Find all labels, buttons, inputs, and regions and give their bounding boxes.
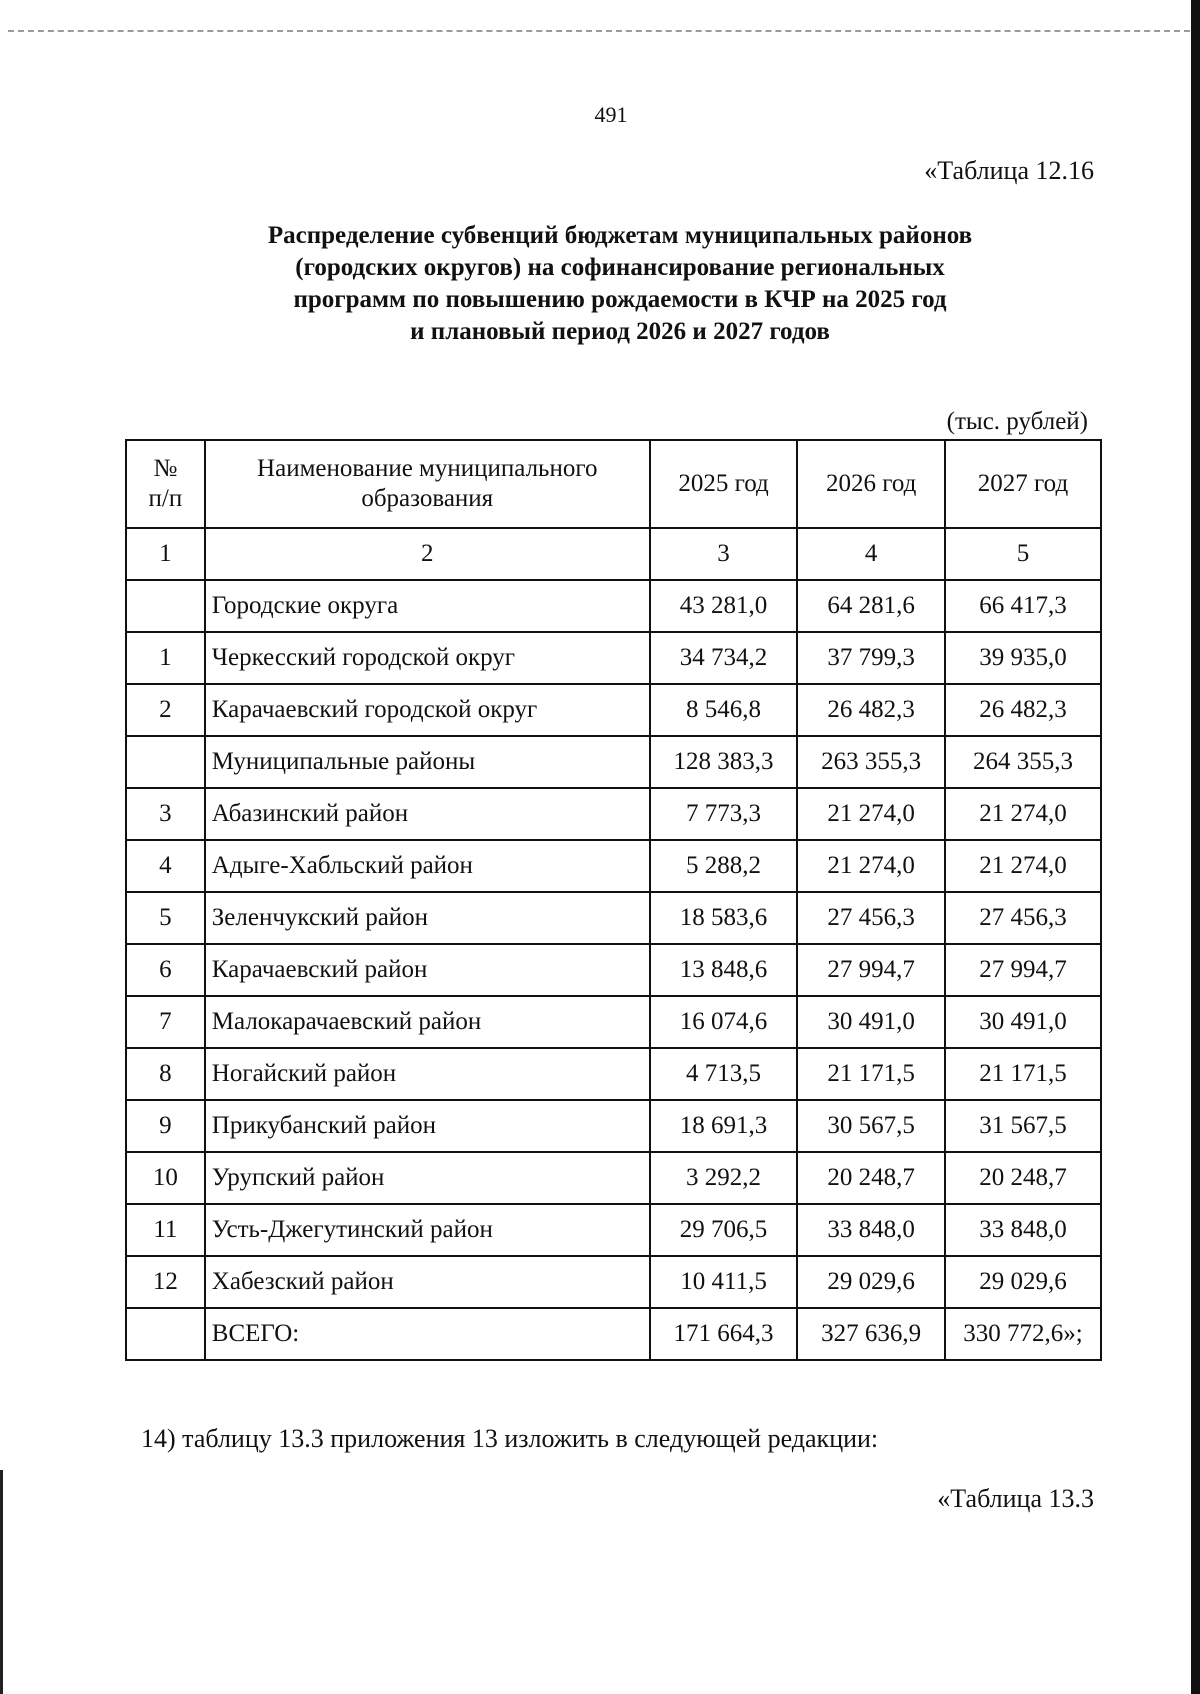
table-row [126, 580, 1101, 632]
header-num-line2: п/п [148, 485, 183, 512]
municipality-name: Карачаевский район [205, 944, 650, 996]
value-2027: 27 994,7 [945, 944, 1101, 996]
table-row [126, 1100, 1101, 1152]
title-line-3: программ по повышению рождаемости в КЧР на 2025 год [293, 286, 947, 313]
table-row [126, 1152, 1101, 1204]
value-2026: 263 355,3 [797, 736, 945, 788]
value-2027: 330 772,6»; [945, 1308, 1101, 1360]
page-number: 491 [594, 102, 628, 127]
header-name [205, 440, 650, 528]
value-2026: 327 636,9 [797, 1308, 945, 1360]
value-2026: 30 491,0 [797, 996, 945, 1048]
municipality-name: Ногайский район [205, 1048, 650, 1100]
municipality-name: Урупский район [205, 1152, 650, 1204]
header-2027: 2027 год [945, 440, 1101, 528]
value-2025: 5 288,2 [650, 840, 798, 892]
value-2026: 33 848,0 [797, 1204, 945, 1256]
table-row [126, 736, 1101, 788]
title-line-1: Распределение субвенций бюджетам муниципальных районов [267, 222, 973, 249]
municipality-name: ВСЕГО: [205, 1308, 650, 1360]
value-2027: 20 248,7 [945, 1152, 1101, 1204]
header-name-line2: образования [361, 485, 494, 512]
title-line-2: (городских округов) на софинансирование региональных [295, 254, 945, 281]
value-2027: 31 567,5 [945, 1100, 1101, 1152]
value-2025: 34 734,2 [650, 632, 798, 684]
table-reference-13-3: «Таблица 13.3 [937, 1484, 1094, 1513]
value-2025: 18 691,3 [650, 1100, 798, 1152]
value-2026: 27 456,3 [797, 892, 945, 944]
table-reference-12-16: «Таблица 12.16 [924, 156, 1094, 185]
value-2027: 29 029,6 [945, 1256, 1101, 1308]
municipality-name: Муниципальные районы [205, 736, 650, 788]
scan-right-edge [1191, 0, 1200, 1694]
table-row [126, 840, 1101, 892]
row-number [126, 1308, 205, 1360]
municipality-name: Хабезский район [205, 1256, 650, 1308]
subsidy-table [125, 439, 1102, 1361]
value-2027: 33 848,0 [945, 1204, 1101, 1256]
value-2025: 43 281,0 [650, 580, 798, 632]
municipality-name: Зеленчукский район [205, 892, 650, 944]
value-2027: 66 417,3 [945, 580, 1101, 632]
value-2025: 3 292,2 [650, 1152, 798, 1204]
value-2027: 30 491,0 [945, 996, 1101, 1048]
value-2027: 21 274,0 [945, 788, 1101, 840]
value-2026: 30 567,5 [797, 1100, 945, 1152]
municipality-name: Городские округа [205, 580, 650, 632]
header-num [126, 440, 205, 528]
value-2027: 264 355,3 [945, 736, 1101, 788]
municipality-name: Малокарачаевский район [205, 996, 650, 1048]
value-2025: 29 706,5 [650, 1204, 798, 1256]
value-2026: 21 274,0 [797, 840, 945, 892]
municipality-name: Прикубанский район [205, 1100, 650, 1152]
row-number: 5 [126, 892, 205, 944]
value-2025: 128 383,3 [650, 736, 798, 788]
table-row [126, 996, 1101, 1048]
table-row [126, 632, 1101, 684]
instruction-paragraph: 14) таблицу 13.3 приложения 13 изложить в следующей редакции: [141, 1424, 879, 1453]
row-number [126, 736, 205, 788]
value-2027: 27 456,3 [945, 892, 1101, 944]
table-row [126, 684, 1101, 736]
value-2025: 4 713,5 [650, 1048, 798, 1100]
table-header-row [126, 440, 1101, 528]
municipality-name: Черкесский городской округ [205, 632, 650, 684]
value-2025: 7 773,3 [650, 788, 798, 840]
value-2025: 18 583,6 [650, 892, 798, 944]
column-number-1: 1 [126, 528, 205, 580]
municipality-name: Усть-Джегутинский район [205, 1204, 650, 1256]
header-2026: 2026 год [797, 440, 945, 528]
value-2026: 37 799,3 [797, 632, 945, 684]
units-label: (тыс. рублей) [946, 408, 1088, 435]
column-number-2: 2 [205, 528, 650, 580]
row-number: 2 [126, 684, 205, 736]
value-2027: 26 482,3 [945, 684, 1101, 736]
municipality-name: Карачаевский городской округ [205, 684, 650, 736]
document-title [140, 220, 1100, 348]
row-number: 7 [126, 996, 205, 1048]
row-number: 11 [126, 1204, 205, 1256]
value-2026: 20 248,7 [797, 1152, 945, 1204]
table-row [126, 1204, 1101, 1256]
table-row [126, 1256, 1101, 1308]
row-number: 1 [126, 632, 205, 684]
value-2026: 21 274,0 [797, 788, 945, 840]
header-2025: 2025 год [650, 440, 798, 528]
value-2026: 21 171,5 [797, 1048, 945, 1100]
row-number [126, 580, 205, 632]
row-number: 10 [126, 1152, 205, 1204]
row-number: 3 [126, 788, 205, 840]
table-row [126, 892, 1101, 944]
column-number-5: 5 [945, 528, 1101, 580]
value-2025: 16 074,6 [650, 996, 798, 1048]
municipality-name: Адыге-Хабльский район [205, 840, 650, 892]
value-2026: 64 281,6 [797, 580, 945, 632]
row-number: 12 [126, 1256, 205, 1308]
row-number: 4 [126, 840, 205, 892]
scan-left-edge [0, 1470, 3, 1694]
value-2025: 8 546,8 [650, 684, 798, 736]
table-row [126, 788, 1101, 840]
title-line-4: и плановый период 2026 и 2027 годов [410, 318, 830, 345]
row-number: 6 [126, 944, 205, 996]
value-2025: 171 664,3 [650, 1308, 798, 1360]
table-row [126, 944, 1101, 996]
scan-top-border-line [8, 30, 1190, 32]
value-2027: 21 274,0 [945, 840, 1101, 892]
column-number-row [126, 528, 1101, 580]
value-2025: 10 411,5 [650, 1256, 798, 1308]
value-2027: 39 935,0 [945, 632, 1101, 684]
column-number-3: 3 [650, 528, 798, 580]
header-name-line1: Наименование муниципального [257, 455, 598, 482]
value-2026: 26 482,3 [797, 684, 945, 736]
value-2026: 29 029,6 [797, 1256, 945, 1308]
municipality-name: Абазинский район [205, 788, 650, 840]
row-number: 9 [126, 1100, 205, 1152]
row-number: 8 [126, 1048, 205, 1100]
value-2026: 27 994,7 [797, 944, 945, 996]
value-2025: 13 848,6 [650, 944, 798, 996]
value-2027: 21 171,5 [945, 1048, 1101, 1100]
table-row [126, 1048, 1101, 1100]
column-number-4: 4 [797, 528, 945, 580]
header-num-line1: № [153, 455, 178, 482]
table-row [126, 1308, 1101, 1360]
